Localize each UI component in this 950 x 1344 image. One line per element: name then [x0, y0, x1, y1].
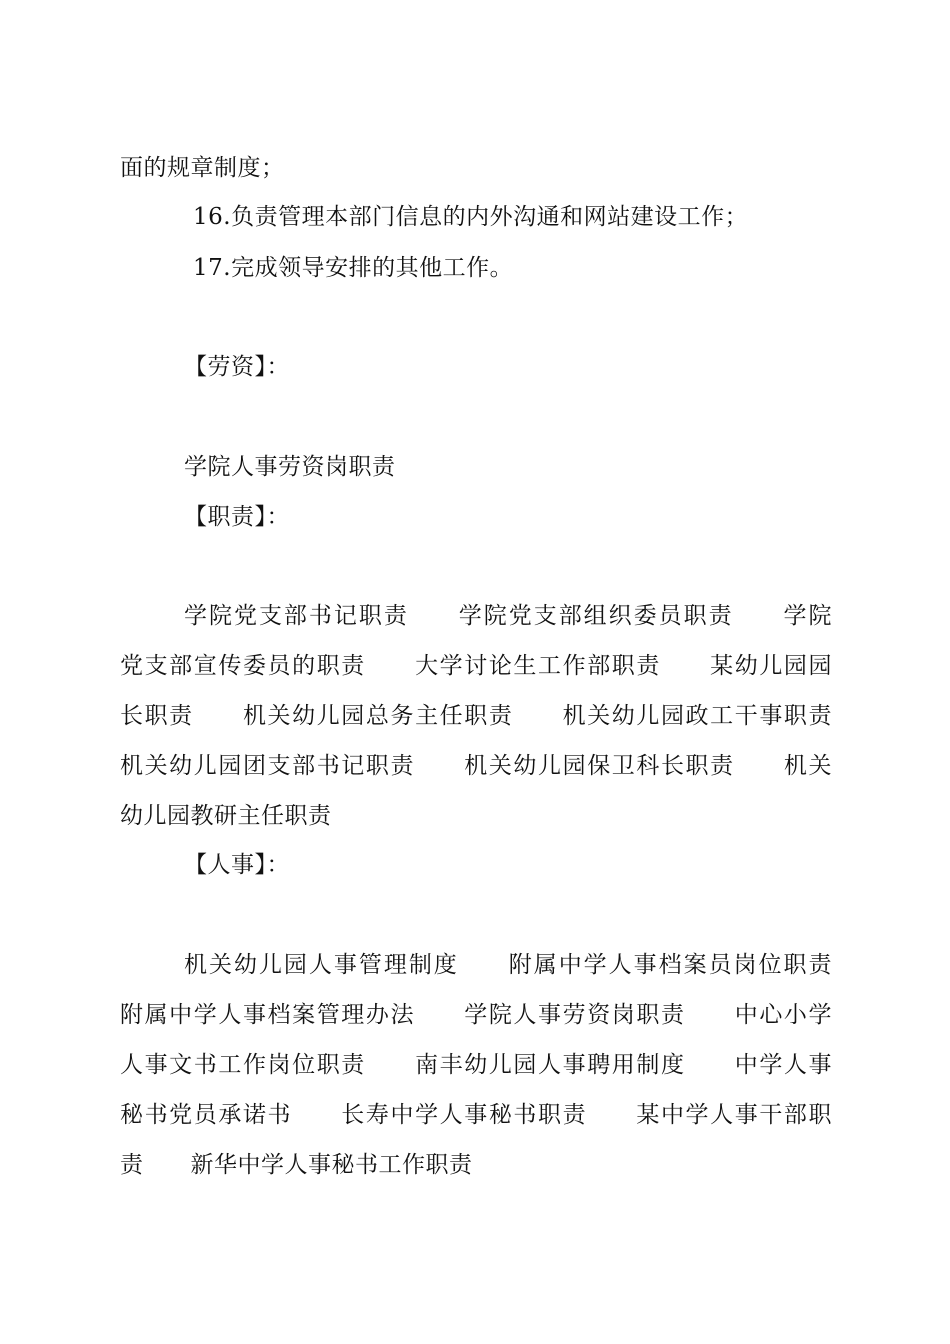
text-line: 党支部宣传委员的职责 大学讨论生工作部职责 某幼儿园园: [120, 653, 832, 679]
section-heading: 【人事】：: [184, 852, 290, 878]
list-item: 17.完成领导安排的其他工作。: [193, 255, 514, 281]
text-line: 附属中学人事档案管理办法 学院人事劳资岗职责 中心小学: [120, 1002, 832, 1028]
text-line: 机关幼儿园人事管理制度 附属中学人事档案员岗位职责: [184, 952, 832, 978]
list-item: 16.负责管理本部门信息的内外沟通和网站建设工作；: [193, 204, 749, 230]
section-heading: 【职责】：: [184, 504, 290, 530]
page-title: 学院人事劳资岗职责: [184, 454, 396, 480]
section-heading: 【劳资】：: [184, 354, 290, 380]
text-line: 秘书党员承诺书 长寿中学人事秘书职责 某中学人事干部职: [120, 1102, 832, 1128]
text-line: 长职责 机关幼儿园总务主任职责 机关幼儿园政工干事职责: [120, 703, 832, 729]
text-line: 人事文书工作岗位职责 南丰幼儿园人事聘用制度 中学人事: [120, 1052, 832, 1078]
text-line: 机关幼儿园团支部书记职责 机关幼儿园保卫科长职责 机关: [120, 753, 832, 779]
text-line: 面的规章制度；: [120, 155, 285, 181]
text-line: 责 新华中学人事秘书工作职责: [120, 1152, 473, 1178]
text-line: 幼儿园教研主任职责: [120, 803, 332, 829]
text-line: 学院党支部书记职责 学院党支部组织委员职责 学院: [184, 603, 832, 629]
